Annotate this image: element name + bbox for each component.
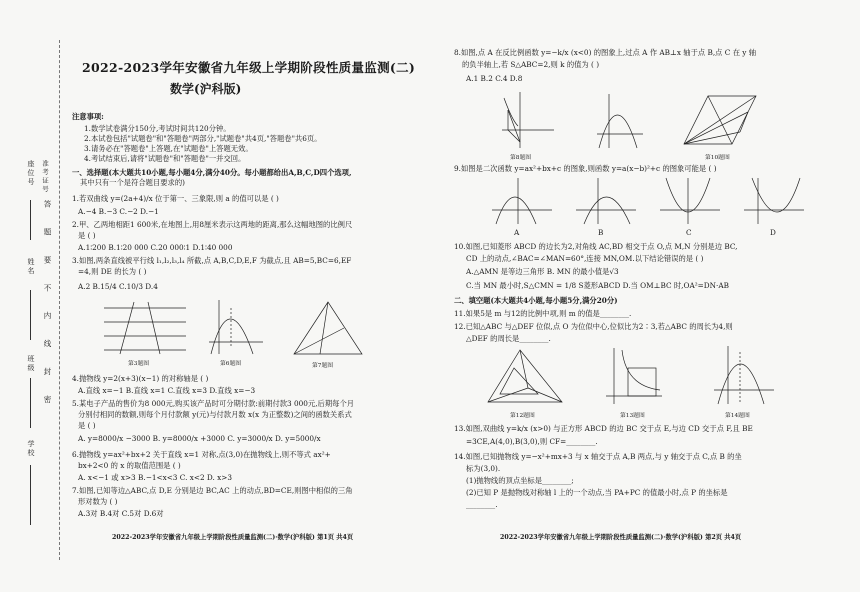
- question-line: A.1 B.2 C.4 D.8: [466, 74, 523, 83]
- fig14-parabola: [712, 344, 776, 406]
- question-line: 10.如图,已知菱形 ABCD 的边长为2,对角线 AC,BD 相交于点 O,点 M,N 分别是边 BC,: [454, 242, 738, 251]
- question-line: 分别付相同的数额,则每个月付款额 y(元)与付款月数 x(x 为正整数)之间的函数关系式: [78, 410, 352, 419]
- question-line: bx+2<0 的 x 的取值范围是 ( ): [78, 461, 181, 470]
- school-line: [30, 465, 31, 525]
- fig3-parallel-lines: [100, 300, 190, 356]
- question-line: 7.如图,已知等边△ABC,点 D,E 分别是边 BC,AC 上的动点,BD=CE,则图中相似的三角: [72, 486, 353, 495]
- question-line: =3CE,A(4,0),B(3,0),则 CF=________.: [466, 437, 598, 446]
- question-line: 11.如果5是 m 与12的比例中项,则 m 的值是________.: [454, 309, 632, 318]
- question-line: 是 ( ): [78, 421, 96, 430]
- question-line: △DEF 的周长是________.: [466, 334, 551, 343]
- name-label: 姓名: [27, 258, 35, 276]
- section1-heading-2: 其中只有一个是符合题目要求的): [80, 178, 186, 187]
- q9-option-b: B: [598, 228, 604, 237]
- fig9-given-parabola: [595, 92, 645, 150]
- fig12-caption: 第12题图: [510, 413, 535, 419]
- question-line: (2)已知 P 是抛物线对称轴 l 上的一个动点,当 PA+PC 的值最小时,点 P 的坐标是: [466, 488, 728, 497]
- fig7-triangle: [290, 300, 366, 358]
- question-line: 5.某电子产品的售价为8 000元,购买该产品时可分期付款:前期付款3 000元,后期每个月: [72, 399, 355, 408]
- question-line: 标为(3,0).: [466, 464, 501, 473]
- note-item: 2.本试卷包括"试题卷"和"答题卷"两部分,"试题卷"共4页,"答题卷"共6页。: [84, 134, 322, 143]
- question-line: 3.如图,两条直线被平行线 l₁,l₂,l₃,l₄ 所截,点 A,B,C,D,E,F 为截点,且 AB=5,BC=6,EF: [72, 256, 352, 265]
- question-line: 9.如图是二次函数 y=ax²+bx+c 的图象,则函数 y=a(x−b)²+c 的图象可能是 ( ): [454, 164, 717, 173]
- section2-heading: 二、填空题(本大题共4小题,每小题5分,满分20分): [454, 296, 618, 305]
- right-page-footer: 2022-2023学年安徽省九年级上学期阶段性质量监测(二)·数学(沪科版) 第2页 共4页: [500, 534, 742, 541]
- question-line: C.当 MN 最小时,S△CMN = 1/8 S菱形ABCD D.当 OM⊥BC 时,OA²=DN·AB: [466, 281, 729, 290]
- question-line: =4,则 DE 的长为 ( ): [78, 267, 147, 276]
- fig10-caption: 第10题图: [705, 155, 730, 161]
- q9-option-d: D: [770, 228, 776, 237]
- question-line: A.直线 x=−1 B.直线 x=1 C.直线 x=3 D.直线 x=−3: [78, 386, 256, 395]
- fig14-caption: 第14题图: [725, 413, 750, 419]
- question-line: 1.若双曲线 y=(2a+4)/x 位于第一、三象限,则 a 的值可以是 ( ): [72, 194, 279, 203]
- question-line: (1)抛物线的顶点坐标是________;: [466, 476, 574, 485]
- question-line: A. x<−1 或 x>3 B.−1<x<3 C. x<2 D. x>3: [78, 473, 233, 482]
- fig3-caption: 第3题图: [128, 361, 150, 367]
- question-line: A. y=8000/x −3000 B. y=8000/x +3000 C. y=3000/x D. y=5000/x: [78, 434, 321, 443]
- q9-option-graphs: [488, 176, 828, 226]
- school-label: 学校: [27, 440, 35, 458]
- question-line: 是 ( ): [78, 231, 96, 240]
- notes-heading: 注意事项:: [72, 112, 104, 121]
- question-line: 形对数为 ( ): [78, 497, 118, 506]
- q9-option-a: A: [514, 228, 520, 237]
- exam-subtitle: 数学(沪科版): [170, 82, 242, 96]
- name-line: [30, 290, 31, 340]
- question-line: A.2 B.15/4 C.10/3 D.4: [78, 282, 158, 291]
- question-line: A.3对 B.4对 C.5对 D.6对: [78, 509, 164, 518]
- question-line: 12.已知△ABC 与△DEF 位似,点 O 为位似中心,位似比为2∶3,若△ABC 的周长为4,则: [454, 322, 733, 331]
- class-line: [30, 378, 31, 428]
- exam-title: 2022-2023学年安徽省九年级上学期阶段性质量监测(二): [82, 60, 416, 75]
- question-line: 2.甲、乙两地相距1 600米,在地图上,用8厘米表示这两地的距离,那么这幅地图的比例尺: [72, 220, 353, 229]
- question-line: CD 上的动点,∠BAC=∠MAN=60°,连接 MN,OM.以下结论错误的是 ( ): [466, 254, 704, 263]
- fig8-caption: 第8题图: [510, 155, 532, 161]
- fig6-caption: 第6题图: [220, 361, 242, 367]
- fig13-hyperbola-square: [604, 346, 664, 406]
- question-line: 14.如图,已知抛物线 y=−x²+mx+3 与 x 轴交于点 A,B 两点,与 y 轴交于点 C,点 B 的坐: [454, 452, 742, 461]
- seal-line: [59, 40, 60, 560]
- question-line: 13.如图,双曲线 y=k/x (x>0) 与正方形 ABCD 的边 BC 交于点 E,与边 CD 交于点 F,且 BE: [454, 424, 753, 433]
- fig8-hyperbola: [500, 90, 556, 150]
- question-line: 4.抛物线 y=2(x+3)(x−1) 的对称轴是 ( ): [72, 374, 209, 383]
- note-item: 3.请务必在"答题卷"上答题,在"试题卷"上答题无效。: [84, 144, 253, 153]
- fig12-similar-triangles: [484, 348, 568, 408]
- seat-number-label: 座位号: [27, 160, 35, 187]
- note-item: 1.数学试卷满分150分,考试时间共120分钟。: [84, 124, 231, 133]
- class-label: 班级: [27, 355, 35, 373]
- question-line: ________.: [466, 500, 498, 509]
- exam-number-label: 准考证号: [41, 160, 49, 194]
- fig7-caption: 第7题图: [312, 363, 334, 369]
- note-item: 4.考试结束后,请将"试题卷"和"答题卷"一并交回。: [84, 154, 246, 163]
- no-answer-warning: 答 题 要 不 内 线 封 密: [43, 200, 52, 412]
- fig6-parabola: [205, 298, 265, 356]
- left-page-footer: 2022-2023学年安徽省九年级上学期阶段性质量监测(二)·数学(沪科版) 第1页 共4页: [112, 534, 354, 541]
- question-line: A.1∶200 B.1∶20 000 C.20 000∶1 D.1∶40 000: [78, 243, 233, 252]
- seat-number-line: [30, 200, 31, 240]
- fig10-rhombus: [680, 92, 760, 148]
- question-line: 6.抛物线 y=ax²+bx+2 关于直线 x=1 对称,点(3,0)在抛物线上,则不等式 ax²+: [72, 450, 331, 459]
- question-line: 8.如图,点 A 在反比例函数 y=−k/x (x<0) 的图象上,过点 A 作 AB⊥x 轴于点 B,点 C 在 y 轴: [454, 48, 757, 57]
- question-line: A.−4 B.−3 C.−2 D.−1: [78, 207, 159, 216]
- q9-option-c: C: [686, 228, 692, 237]
- section1-heading: 一、选择题(本大题共10小题,每小题4分,满分40分。每小题都给出A,B,C,D四个选项,: [72, 168, 352, 177]
- question-line: 的负半轴上,若 S△ABC=2,则 k 的值为 ( ): [462, 60, 600, 69]
- question-line: A.△AMN 是等边三角形 B. MN 的最小值是√3: [466, 267, 619, 276]
- fig13-caption: 第13题图: [620, 413, 645, 419]
